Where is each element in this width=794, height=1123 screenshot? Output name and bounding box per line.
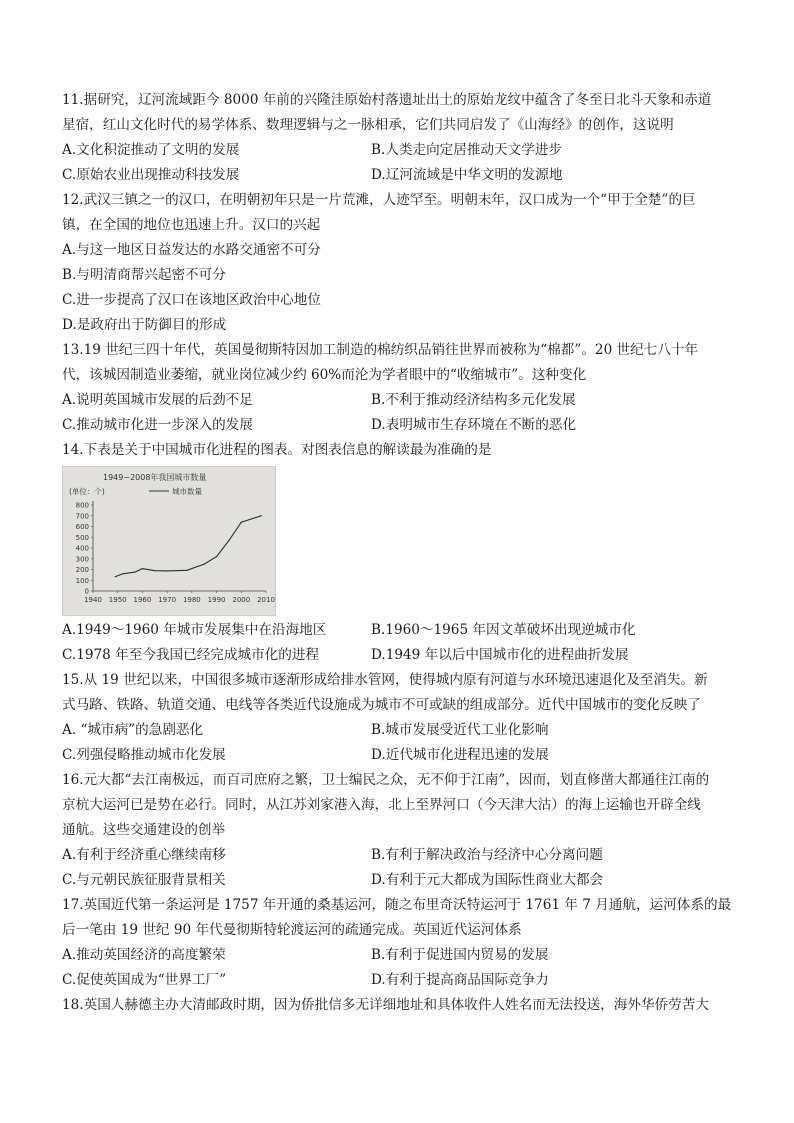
answer-option: B.不利于推动经济结构多元化发展 bbox=[371, 392, 576, 408]
answer-option: C.促使英国成为“世界工厂” bbox=[62, 972, 227, 988]
question-block bbox=[62, 88, 734, 188]
data-point bbox=[115, 576, 116, 577]
answer-option: B.城市发展受近代工业化影响 bbox=[371, 722, 549, 738]
option-row bbox=[62, 238, 734, 263]
x-tick-label: 1960 bbox=[133, 596, 152, 604]
question-block bbox=[62, 438, 734, 668]
option-row bbox=[62, 643, 734, 668]
answer-option: D.辽河流域是中华文明的发源地 bbox=[371, 167, 563, 183]
chart-unit-label: (单位：个) bbox=[69, 487, 105, 496]
answer-option: C.列强侵略推动城市化发展 bbox=[62, 747, 226, 763]
x-tick-label: 1980 bbox=[182, 596, 201, 604]
answer-option: A.与这一地区日益发达的水路交通密不可分 bbox=[62, 242, 321, 258]
question-block bbox=[62, 993, 734, 1018]
city-count-chart bbox=[63, 467, 275, 615]
question-stem-line: 代，该城因制造业萎缩，就业岗位减少约 60%而沦为学者眼中的“收缩城市”。这种变化 bbox=[62, 367, 587, 383]
question-stem-line: 18.英国人赫德主办大清邮政时期，因为侨批信多无详细地址和具体收件人姓名而无法投送，海外华侨劳苦大 bbox=[62, 997, 709, 1013]
answer-option: A.说明英国城市发展的后劲不足 bbox=[62, 392, 253, 408]
question-stem-line: 11.据研究，辽河流域距今 8000 年前的兴隆洼原始村落遗址出土的原始龙纹中蕴含了冬至日北斗天象和赤道 bbox=[62, 92, 712, 108]
answer-option: B.1960～1965 年因文革破坏出现逆城市化 bbox=[371, 622, 636, 638]
data-point bbox=[186, 570, 187, 571]
data-point bbox=[142, 568, 143, 569]
y-tick-label: 500 bbox=[75, 533, 89, 542]
option-row bbox=[62, 968, 734, 993]
x-tick-label: 1970 bbox=[158, 596, 177, 604]
answer-option: B.有利于促进国内贸易的发展 bbox=[371, 947, 549, 963]
question-stem-line: 15.从 19 世纪以来，中国很多城市逐渐形成给排水管网，使得城内原有河道与水环境迅速退化及至消失。新 bbox=[62, 672, 708, 688]
y-tick-label: 100 bbox=[75, 576, 89, 585]
question-stem-line: 16.元大都“去江南极远，而百司庶府之繁，卫士编民之众，无不仰于江南”，因而，划直修凿大都通往江南的 bbox=[62, 772, 710, 788]
x-tick-label: 2000 bbox=[232, 596, 251, 604]
question-block bbox=[62, 893, 734, 993]
answer-option: C.推动城市化进一步深入的发展 bbox=[62, 417, 253, 433]
answer-option: B.人类走向定居推动天文学进步 bbox=[371, 142, 563, 158]
option-row bbox=[62, 618, 734, 643]
option-row bbox=[62, 743, 734, 768]
answer-option: D.有利于元大都成为国际性商业大都会 bbox=[371, 872, 604, 888]
answer-option: A.有利于经济重心继续南移 bbox=[62, 847, 226, 863]
y-tick-label: 200 bbox=[75, 566, 89, 574]
question-stem-line: 13.19 世纪三四十年代，英国曼彻斯特因加工制造的棉纺织品销往世界而被称为“棉都”。20 世纪七八十年 bbox=[62, 342, 699, 358]
data-point bbox=[228, 540, 229, 541]
data-point bbox=[216, 556, 217, 557]
question-stem-line: 后一笔由 19 世纪 90 年代曼彻斯特轮渡运河的疏通完成。英国近代运河体系 bbox=[62, 922, 522, 938]
question-stem-line: 14.下表是关于中国城市化进程的图表。对图表信息的解读最为准确的是 bbox=[62, 442, 492, 458]
answer-option: A.推动英国经济的高度繁荣 bbox=[62, 947, 226, 963]
answer-option: B.与明清商帮兴起密不可分 bbox=[62, 267, 226, 283]
answer-option: D.有利于提高商品国际竞争力 bbox=[371, 972, 549, 988]
question-stem-line: 17.英国近代第一条运河是 1757 年开通的桑基运河，随之布里奇沃特运河于 1761 年 7 月通航，运河体系的最 bbox=[62, 897, 732, 913]
question-stem-line: 镇，在全国的地位也迅速上升。汉口的兴起 bbox=[62, 217, 321, 233]
answer-option: A.文化积淀推动了文明的发展 bbox=[62, 142, 240, 158]
data-point bbox=[134, 571, 135, 572]
x-tick-label: 2010 bbox=[257, 596, 275, 604]
data-point bbox=[167, 570, 168, 571]
option-row bbox=[62, 843, 734, 868]
data-point bbox=[122, 573, 123, 574]
y-tick-label: 600 bbox=[75, 523, 89, 531]
option-row bbox=[62, 313, 734, 338]
answer-option: A.1949～1960 年城市发展集中在沿海地区 bbox=[62, 622, 327, 638]
option-row bbox=[62, 163, 734, 188]
option-row bbox=[62, 718, 734, 743]
answer-option: C.与元朝民族征服背景相关 bbox=[62, 872, 226, 888]
question-stem-line: 式马路、铁路、轨道交通、电线等各类近代设施成为城市不可或缺的组成部分。近代中国城市的变化反映了 bbox=[62, 697, 701, 713]
y-tick-label: 700 bbox=[75, 512, 89, 521]
y-tick-label: 0 bbox=[84, 587, 89, 596]
chart-figure bbox=[62, 466, 276, 616]
answer-option: C.原始农业出现推动科技发展 bbox=[62, 167, 240, 183]
answer-option: C.1978 年至今我国已经完成城市化的进程 bbox=[62, 647, 320, 663]
y-tick-label: 300 bbox=[75, 555, 89, 564]
answer-option: B.有利于解决政治与经济中心分离问题 bbox=[371, 847, 603, 863]
option-row bbox=[62, 388, 734, 413]
question-block bbox=[62, 668, 734, 768]
option-row bbox=[62, 868, 734, 893]
y-tick-label: 400 bbox=[75, 544, 89, 553]
answer-option: D.近代城市化进程迅速的发展 bbox=[371, 747, 549, 763]
answer-option: C.进一步提高了汉口在该地区政治中心地位 bbox=[62, 292, 321, 308]
data-point bbox=[154, 570, 155, 571]
chart-title: 1949−2008年我国城市数量 bbox=[103, 473, 207, 482]
data-point bbox=[204, 564, 205, 565]
option-row bbox=[62, 943, 734, 968]
question-block bbox=[62, 768, 734, 893]
y-tick-label: 800 bbox=[75, 501, 89, 510]
exam-page bbox=[62, 88, 734, 1018]
x-tick-label: 1950 bbox=[108, 596, 127, 604]
x-tick-label: 1940 bbox=[84, 596, 102, 604]
x-tick-label: 1990 bbox=[207, 596, 226, 604]
question-stem-line: 12.武汉三镇之一的汉口，在明朝初年只是一片荒滩，人迹罕至。明朝末年，汉口成为一个“甲于全楚”的巨 bbox=[62, 192, 696, 208]
question-block bbox=[62, 188, 734, 338]
question-block bbox=[62, 338, 734, 438]
answer-option: A. “城市病”的急剧恶化 bbox=[62, 722, 204, 738]
question-stem-line: 通航。这些交通建设的创举 bbox=[62, 822, 226, 838]
answer-option: D.表明城市生存环境在不断的恶化 bbox=[371, 417, 577, 433]
question-stem-line: 京杭大运河已是势在必行。同时，从江苏刘家港入海，北上至界河口（今天津大沽）的海上运输也开辟全线 bbox=[62, 797, 701, 813]
option-row bbox=[62, 288, 734, 313]
option-row bbox=[62, 138, 734, 163]
series-line-city-count bbox=[115, 516, 261, 577]
question-stem-line: 星宿，红山文化时代的易学体系、数理逻辑与之一脉相承，它们共同启发了《山海经》的创作，这说明 bbox=[62, 117, 674, 133]
option-row bbox=[62, 413, 734, 438]
answer-option: D.是政府出于防御目的形成 bbox=[62, 317, 227, 333]
answer-option: D.1949 年以后中国城市化的进程曲折发展 bbox=[371, 647, 629, 663]
data-point bbox=[260, 515, 261, 516]
option-row bbox=[62, 263, 734, 288]
legend-label: 城市数量 bbox=[172, 487, 202, 496]
data-point bbox=[241, 522, 242, 523]
